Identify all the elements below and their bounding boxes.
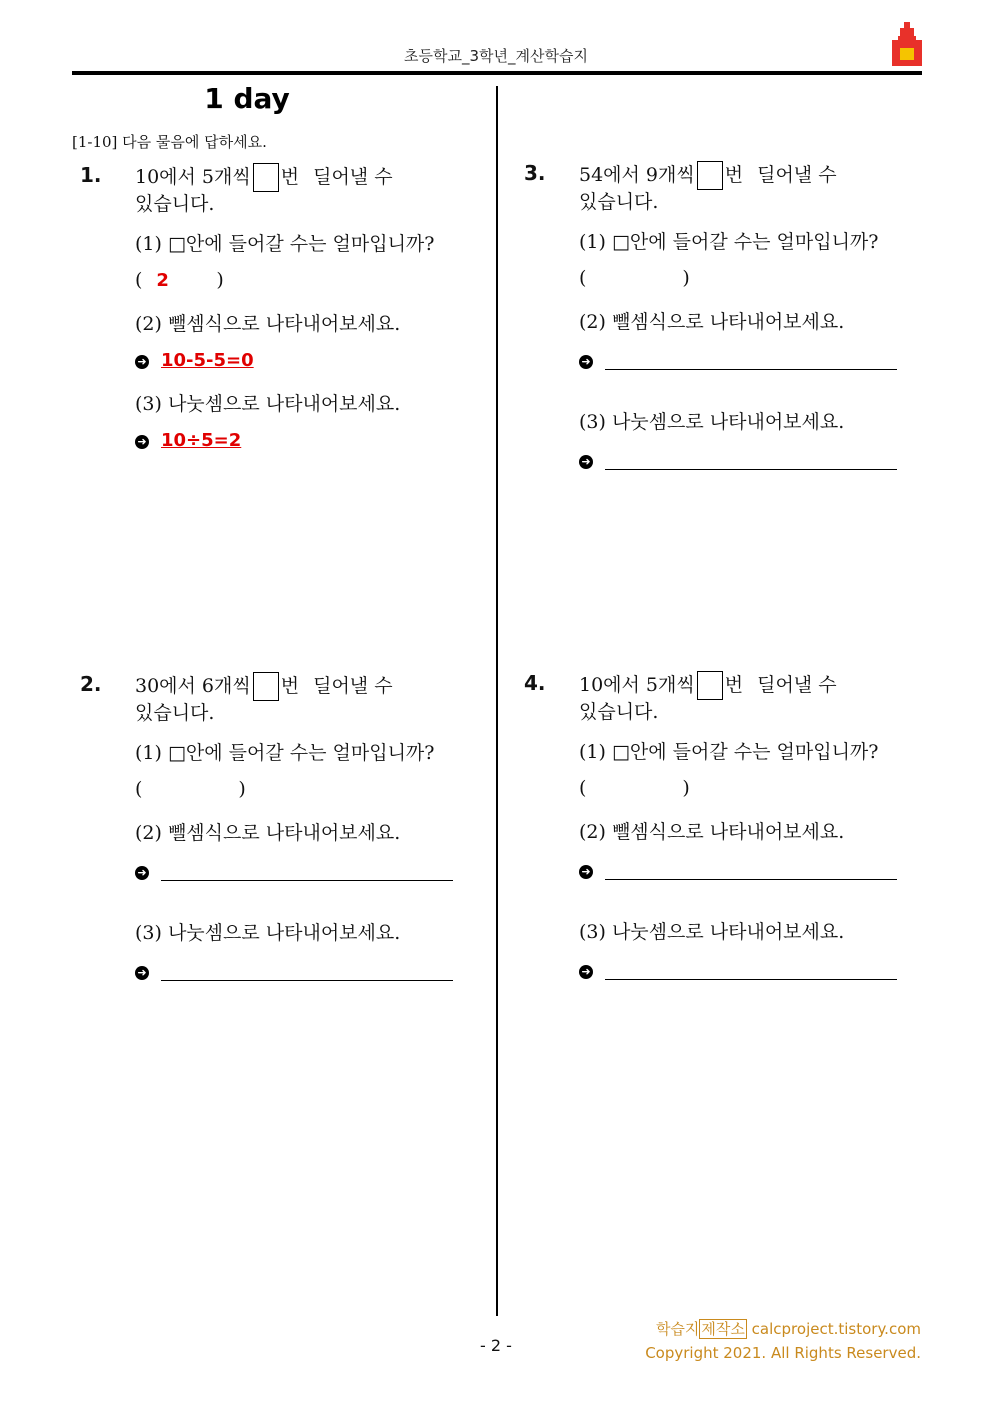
subtraction-answer[interactable] bbox=[135, 860, 453, 882]
question-1: (1) □안에 들어갈 수는 얼마입니까? bbox=[135, 233, 435, 255]
division-answer[interactable] bbox=[579, 449, 897, 471]
question-2: (2) 뺄셈식으로 나타내어보세요. bbox=[135, 822, 401, 844]
problem-stem: 30에서 6개씩 번 딜어낼 수 있습니다. bbox=[135, 672, 435, 726]
blank-box bbox=[253, 163, 279, 192]
division-answer[interactable] bbox=[135, 960, 453, 982]
problem-number: 2. bbox=[80, 672, 102, 696]
answer-paren: ( 2 ) bbox=[135, 269, 224, 291]
problem-number: 3. bbox=[524, 161, 546, 185]
answer-line[interactable] bbox=[161, 962, 453, 981]
division-answer[interactable] bbox=[579, 959, 897, 981]
question-1: (1) □안에 들어갈 수는 얼마입니까? bbox=[579, 231, 879, 253]
day-title: 1 day bbox=[204, 82, 290, 115]
arrow-icon: ➜ bbox=[135, 355, 149, 369]
credit-url[interactable]: calcproject.tistory.com bbox=[746, 1320, 921, 1338]
header-title: 초등학교_3학년_계산학습지 bbox=[404, 47, 588, 65]
credit-line: 학습지 제작소 calcproject.tistory.com bbox=[655, 1320, 921, 1338]
blank-box bbox=[253, 672, 279, 701]
question-1: (1) □안에 들어갈 수는 얼마입니까? bbox=[135, 742, 435, 764]
answer-line[interactable] bbox=[161, 862, 453, 881]
instruction: [1-10] 다음 물음에 답하세요. bbox=[72, 133, 267, 151]
answer-paren[interactable]: ( ) bbox=[135, 778, 246, 800]
footer-credit bbox=[645, 1317, 921, 1365]
question-2: (2) 뺄셈식으로 나타내어보세요. bbox=[135, 313, 401, 335]
problem-number: 1. bbox=[80, 163, 102, 187]
answer-line[interactable] bbox=[605, 451, 897, 470]
arrow-icon: ➜ bbox=[579, 865, 593, 879]
arrow-icon: ➜ bbox=[135, 866, 149, 880]
problem-1 bbox=[80, 163, 480, 623]
answer-paren[interactable]: ( ) bbox=[579, 777, 690, 799]
answer-value: 2 bbox=[156, 270, 169, 291]
question-2: (2) 뺄셈식으로 나타내어보세요. bbox=[579, 311, 845, 333]
question-3: (3) 나눗셈으로 나타내어보세요. bbox=[579, 411, 845, 433]
problem-number: 4. bbox=[524, 671, 546, 695]
header-rule bbox=[72, 71, 922, 75]
question-3: (3) 나눗셈으로 나타내어보세요. bbox=[579, 921, 845, 943]
subtraction-value: 10-5-5=0 bbox=[161, 350, 254, 371]
subtraction-answer bbox=[135, 349, 254, 371]
problem-2 bbox=[80, 672, 480, 1132]
subtraction-answer[interactable] bbox=[579, 349, 897, 371]
answer-line[interactable] bbox=[605, 351, 897, 370]
answer-paren[interactable]: ( ) bbox=[579, 267, 690, 289]
division-value: 10÷5=2 bbox=[161, 430, 242, 451]
problem-stem: 10에서 5개씩 번 딜어낼 수 있습니다. bbox=[579, 671, 879, 725]
logo-icon bbox=[892, 22, 922, 66]
blank-box bbox=[697, 671, 723, 700]
problem-4 bbox=[524, 671, 924, 1131]
question-3: (3) 나눗셈으로 나타내어보세요. bbox=[135, 922, 401, 944]
subtraction-answer[interactable] bbox=[579, 859, 897, 881]
credit-boxed: 제작소 bbox=[701, 1320, 745, 1338]
problem-stem: 54에서 9개씩 번 딜어낼 수 있습니다. bbox=[579, 161, 879, 215]
arrow-icon: ➜ bbox=[579, 355, 593, 369]
arrow-icon: ➜ bbox=[579, 965, 593, 979]
problem-stem: 10에서 5개씩 번 딜어낼 수 있습니다. bbox=[135, 163, 435, 217]
column-divider bbox=[496, 86, 498, 1316]
page-number: - 2 - bbox=[480, 1336, 512, 1355]
arrow-icon: ➜ bbox=[135, 966, 149, 980]
copyright: Copyright 2021. All Rights Reserved. bbox=[645, 1344, 921, 1362]
arrow-icon: ➜ bbox=[579, 455, 593, 469]
blank-box bbox=[697, 161, 723, 190]
arrow-icon: ➜ bbox=[135, 435, 149, 449]
question-1: (1) □안에 들어갈 수는 얼마입니까? bbox=[579, 741, 879, 763]
question-2: (2) 뺄셈식으로 나타내어보세요. bbox=[579, 821, 845, 843]
question-3: (3) 나눗셈으로 나타내어보세요. bbox=[135, 393, 401, 415]
answer-line[interactable] bbox=[605, 961, 897, 980]
problem-3 bbox=[524, 161, 924, 621]
answer-line[interactable] bbox=[605, 861, 897, 880]
division-answer bbox=[135, 429, 241, 451]
